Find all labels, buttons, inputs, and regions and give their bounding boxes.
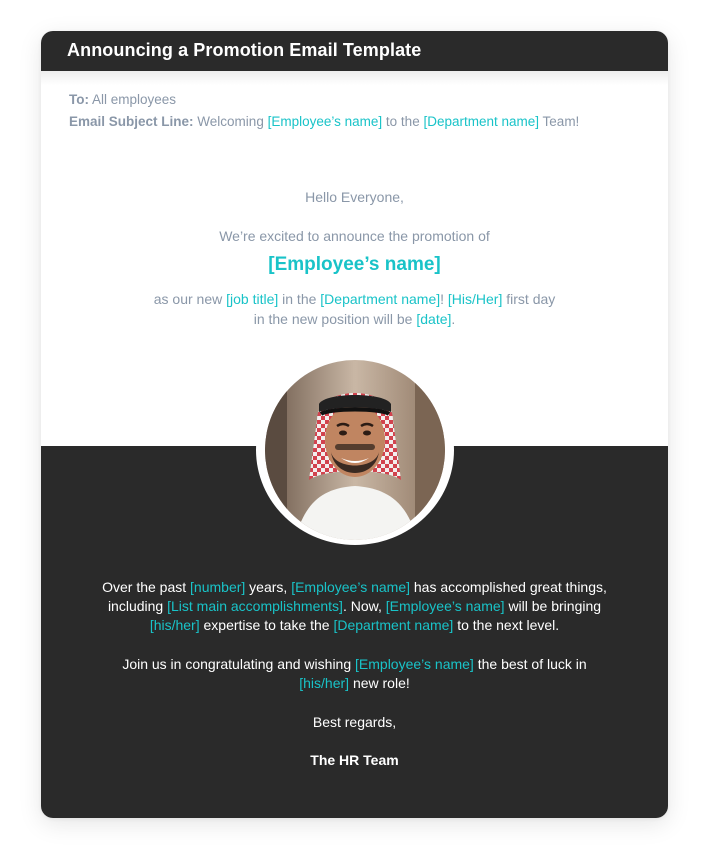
employee-placeholder: [Employee’s name] xyxy=(291,579,410,595)
subject-suffix: Team! xyxy=(542,114,580,129)
newjob-text-4: first day in the new position will be xyxy=(253,291,556,327)
newjob-text-5: . xyxy=(451,311,456,327)
congrats-text-3: new role! xyxy=(352,675,410,691)
employee-photo xyxy=(265,360,445,540)
subject-line xyxy=(69,114,579,129)
pronoun-placeholder-3: [his/her] xyxy=(299,675,350,691)
portrait-illustration xyxy=(265,360,445,540)
newjob-text-2: in the xyxy=(282,291,317,307)
email-template-card xyxy=(41,31,668,818)
signature: The HR Team xyxy=(310,752,399,768)
acc-text-7: to the next level. xyxy=(457,617,560,633)
closing: Best regards, xyxy=(312,714,397,730)
intro-text: We’re excited to announce the promotion of xyxy=(219,228,490,244)
to-label: To: xyxy=(69,92,89,107)
to-line xyxy=(69,92,176,107)
to-value: All employees xyxy=(92,92,177,107)
department-placeholder-2: [Department name] xyxy=(333,617,454,633)
page-title: Announcing a Promotion Email Template xyxy=(67,40,422,60)
acc-text-5: will be bringing xyxy=(508,598,602,614)
header-shadow xyxy=(41,71,668,85)
acc-text-2: years, xyxy=(249,579,288,595)
acc-text-6: expertise to take the xyxy=(203,617,330,633)
new-position-paragraph xyxy=(41,289,668,329)
job-title-placeholder: [job title] xyxy=(226,291,279,307)
pronoun-placeholder: [His/Her] xyxy=(447,291,503,307)
employee-name-heading: [Employee’s name] xyxy=(268,254,441,275)
subject-employee-placeholder: [Employee’s name] xyxy=(267,114,383,129)
number-placeholder: [number] xyxy=(190,579,246,595)
employee-placeholder-3: [Employee’s name] xyxy=(355,656,474,672)
subject-department-placeholder: [Department name] xyxy=(423,114,540,129)
acc-text-4: . Now, xyxy=(342,598,382,614)
congrats-paragraph xyxy=(41,655,668,693)
subject-prefix: Welcoming xyxy=(197,114,264,129)
accomplishments-placeholder: [List main accomplishments] xyxy=(167,598,343,614)
pronoun-placeholder-2: [his/her] xyxy=(149,617,200,633)
subject-middle: to the xyxy=(385,114,420,129)
congrats-text-2: the best of luck in xyxy=(477,656,587,672)
newjob-text-1: as our new xyxy=(153,291,223,307)
acc-text-3: has accomplished great things, including xyxy=(107,579,607,614)
subject-label: Email Subject Line: xyxy=(69,114,194,129)
department-placeholder: [Department name] xyxy=(320,291,441,307)
employee-placeholder-2: [Employee’s name] xyxy=(385,598,505,614)
acc-text-1: Over the past xyxy=(102,579,187,595)
accomplishments-paragraph xyxy=(41,578,668,635)
title-bar xyxy=(41,31,668,71)
congrats-text-1: Join us in congratulating and wishing xyxy=(122,656,352,672)
newjob-text-3: ! xyxy=(440,291,445,307)
greeting: Hello Everyone, xyxy=(305,189,404,205)
date-placeholder: [date] xyxy=(416,311,452,327)
